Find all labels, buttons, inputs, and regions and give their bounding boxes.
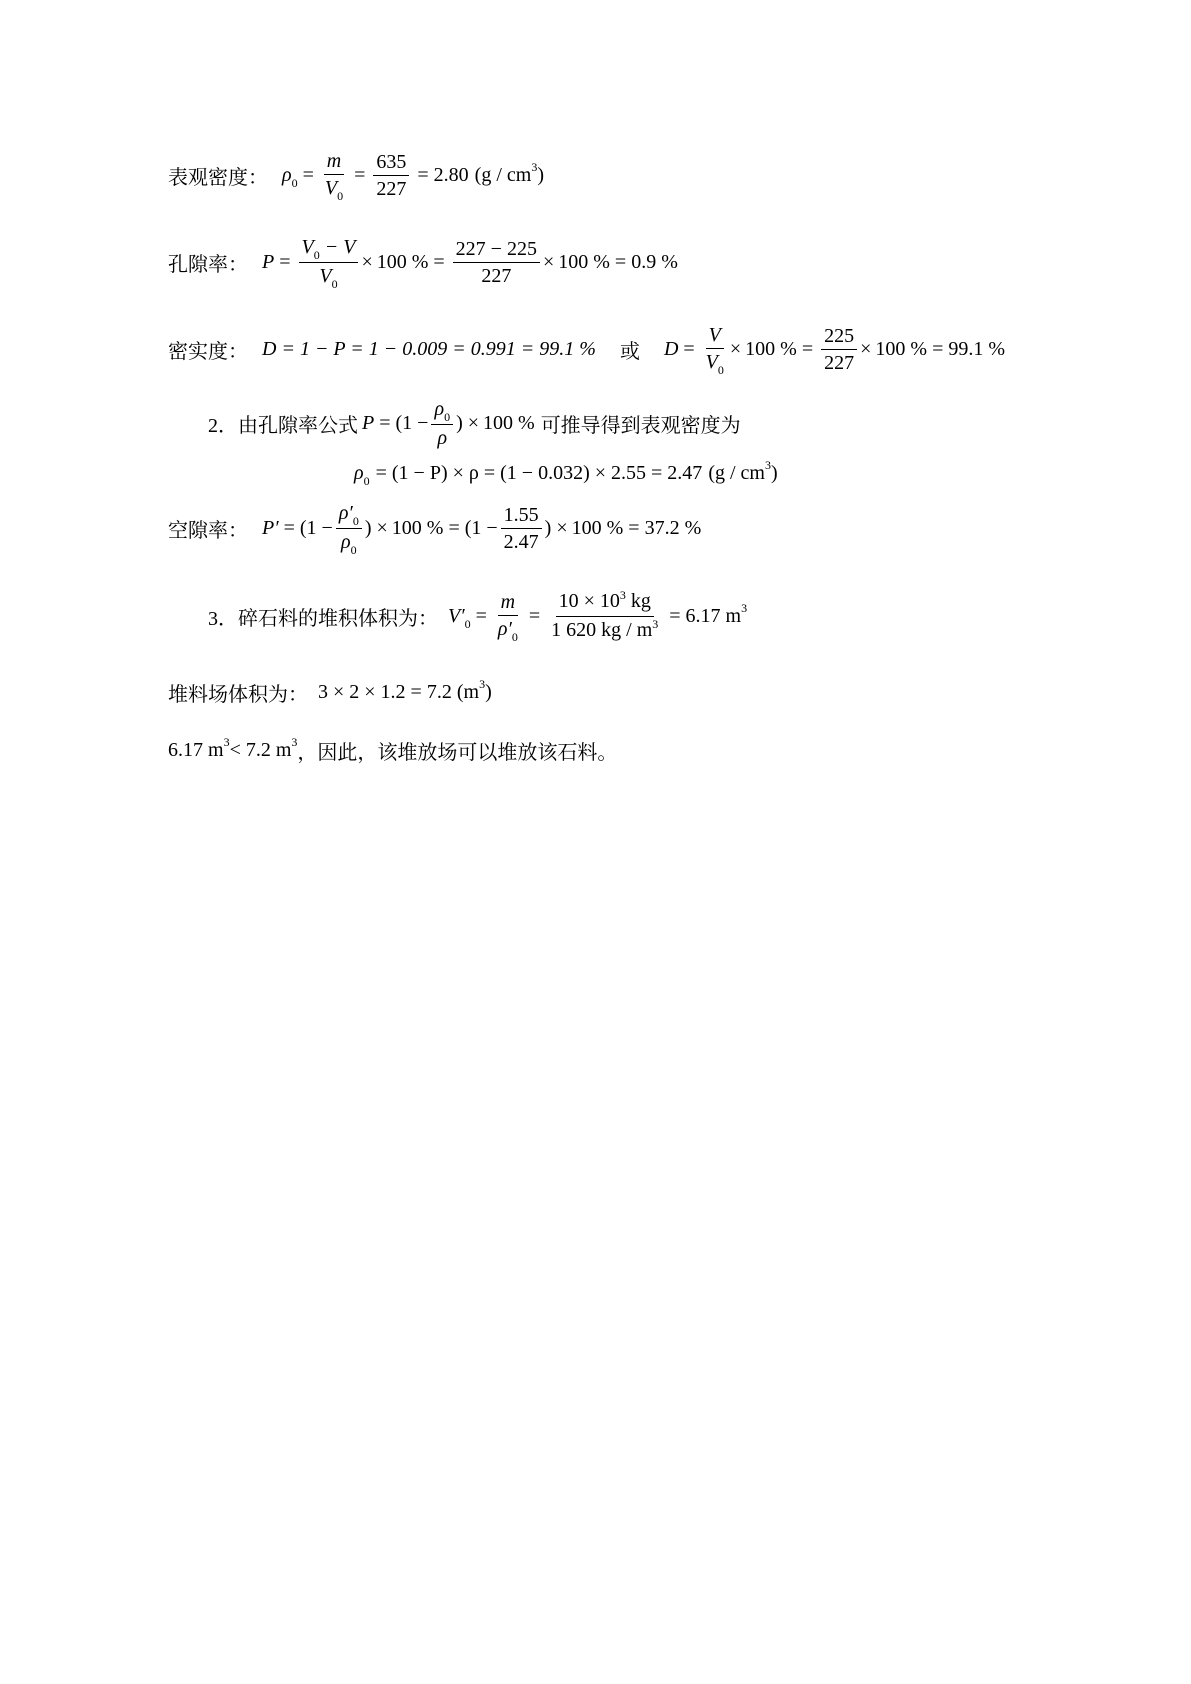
fraction-void-numeric: $\frac{1.55}{2.47}$	[501, 504, 542, 553]
fraction-porosity-numeric: $\frac{227 - 225}{227}$	[453, 238, 540, 287]
rho0-expression: = (1 − P) × ρ = (1 − 0.032) × 2.55 = 2.47	[375, 462, 703, 484]
yard-volume-line: 堆料场体积为： 3 × 2 × 1.2 = 7.2 (m 3 )	[168, 677, 492, 706]
fraction-porosity-symbolic: $\frac{V_0 - V}{V_0}$	[299, 236, 359, 289]
fraction-compactness-numeric: $\frac{225}{227}$	[821, 325, 857, 374]
porosity-line: 孔隙率： P = $\frac{V_0 - V}{V_0}$ × 100 % = $\frac{227 - 225}{227}$ × 100 % = 0.9 %	[168, 236, 678, 291]
item2-line: 2． 由孔隙率公式 P = (1 − $\frac{\rho_0}{\rho}$ ) × 100 % 可推导得到表观密度为	[208, 398, 741, 449]
void-ratio-label: 空隙率：	[168, 518, 248, 542]
fraction-rho0prime-over-rho0: $\frac{\rho'_0}{\rho_0}$	[336, 502, 362, 555]
fraction-stack-numeric: $\frac{10 \times 10^3 kg}{1 620 kg / m^3}$	[551, 588, 659, 641]
porosity-label: 孔隙率：	[168, 252, 248, 276]
conclusion-line: 6.17 m 3 < 7.2 m 3 ，因此，该堆放场可以堆放该石料。	[168, 735, 618, 764]
item3-line: 3． 碎石料的堆积体积为： $V'_0$ = $\frac{m}{\rho'_0}$ = $\frac{10 \times 10^3 kg}{1 620 kg / m^3}$ = 6.17 m 3	[208, 588, 748, 644]
compactness-expression: D = 1 − P = 1 − 0.009 = 0.991 = 99.1 %	[262, 338, 596, 360]
conclusion-text: ，因此，该堆放场可以堆放该石料。	[297, 740, 618, 764]
compactness-label: 密实度：	[168, 339, 248, 363]
apparent-density-line: 表观密度： $\rho_0$ = $\frac{m}{V_0}$ = $\frac{635}{227}$ = 2.80 (g / cm 3 )	[168, 150, 544, 203]
item3-number: 3．	[208, 608, 238, 630]
density-result: 2.80	[433, 164, 469, 186]
stack-volume-result: 6.17 m	[685, 605, 742, 627]
or-word: 或	[619, 339, 640, 363]
item2-text: 由孔隙率公式	[238, 413, 358, 437]
item2-tail: 可推导得到表观密度为	[540, 413, 741, 437]
compactness-line: 密实度： D = 1 − P = 1 − 0.009 = 0.991 = 99.1 % 或 D = $\frac{V}{V_0}$ × 100 % = $\frac{225}{227}$ × 100 % = 99.1 %	[168, 324, 1006, 377]
comparison-right: < 7.2 m	[229, 739, 292, 761]
porosity-result: 0.9 %	[631, 251, 678, 273]
void-ratio-line: 空隙率： P′ = (1 − $\frac{\rho'_0}{\rho_0}$ ) × 100 % = (1 − $\frac{1.55}{2.47}$ ) × 100 % = 37.2 %	[168, 502, 702, 557]
fraction-m-over-v0: $\frac{m}{V_0}$	[324, 150, 344, 203]
yard-volume-expression: 3 × 2 × 1.2 = 7.2 (m	[318, 681, 480, 703]
fraction-mass-volume: $\frac{635}{227}$	[373, 151, 409, 200]
fraction-m-over-rho0prime: $\frac{m}{\rho'_0}$	[497, 591, 518, 644]
yard-volume-label: 堆料场体积为：	[168, 682, 308, 706]
comparison-left: 6.17 m	[168, 739, 224, 761]
item2-number: 2．	[208, 415, 238, 437]
rho0-formula-line: $\rho_0$ = (1 − P) × ρ = (1 − 0.032) × 2.55 = 2.47 (g / cm 3 )	[354, 458, 778, 488]
compactness-result: 99.1 %	[948, 338, 1006, 360]
item3-text: 碎石料的堆积体积为：	[238, 606, 438, 630]
void-ratio-result: 37.2 %	[644, 517, 702, 539]
fraction-v-over-v0: $\frac{V}{V_0}$	[705, 324, 724, 377]
apparent-density-label: 表观密度：	[168, 165, 268, 189]
fraction-rho0-over-rho: $\frac{\rho_0}{\rho}$	[431, 398, 453, 449]
